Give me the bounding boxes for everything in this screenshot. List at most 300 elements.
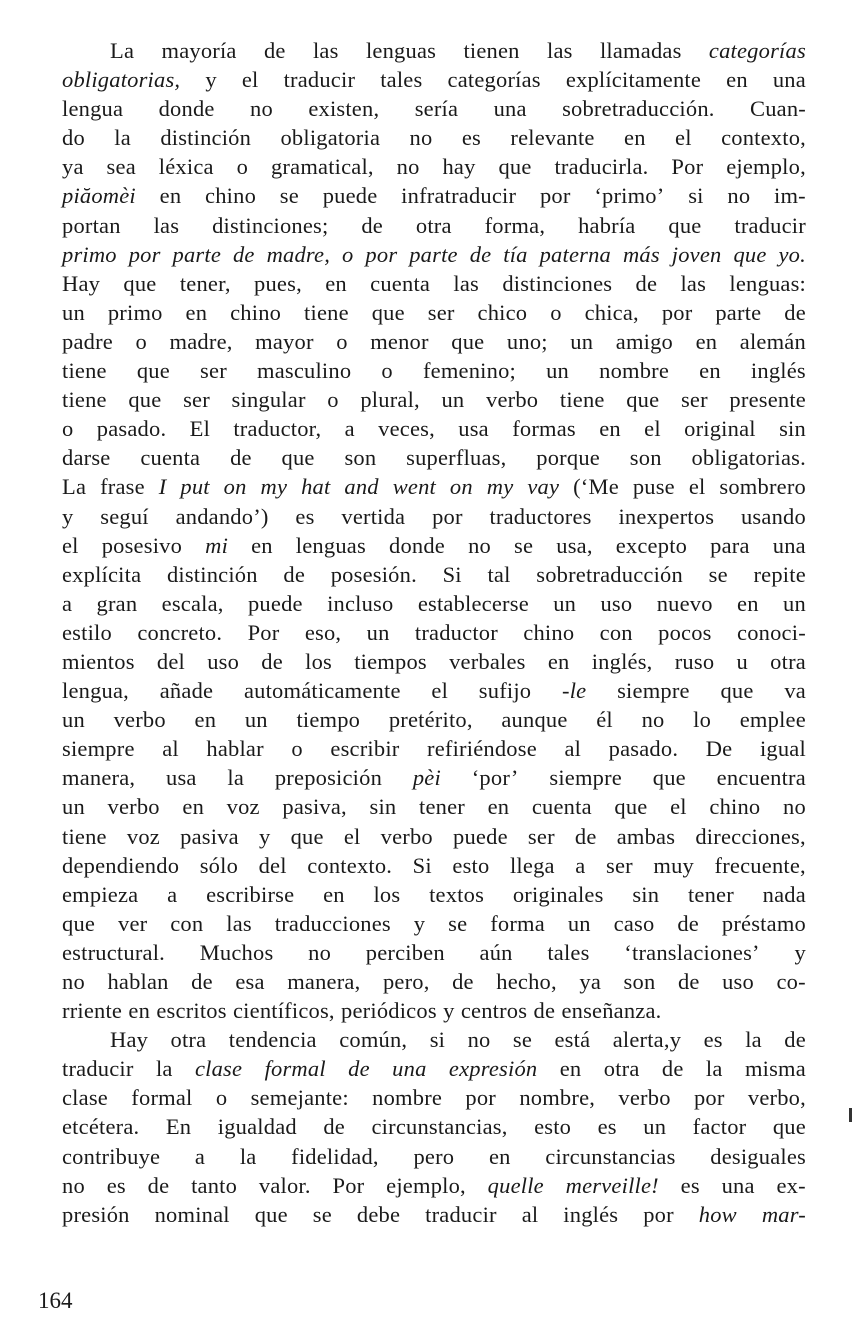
word: Por — [671, 154, 704, 180]
word: traducirla. — [554, 154, 649, 180]
word: alemán — [739, 328, 806, 354]
word: lengua, — [62, 678, 129, 704]
word: debe — [356, 1201, 401, 1227]
word: siempre — [549, 765, 622, 791]
text-line — [62, 763, 806, 792]
word: por — [643, 1201, 674, 1227]
word: ya — [579, 969, 602, 994]
word: ruso — [674, 648, 715, 674]
word: en — [128, 998, 151, 1024]
word: uno; — [506, 328, 548, 354]
word: lo — [693, 707, 712, 733]
text-line — [62, 909, 806, 938]
word: tienen — [463, 38, 520, 63]
word: un — [441, 387, 465, 413]
word: obligatorias. — [691, 445, 806, 471]
word: donde — [158, 96, 215, 122]
word: parte — [715, 299, 762, 325]
word: merveille! — [565, 1172, 659, 1198]
word: uso — [207, 648, 240, 674]
word: que — [136, 358, 170, 384]
word: my — [260, 474, 288, 500]
word: otra — [603, 1056, 640, 1082]
text-line — [62, 734, 806, 763]
text-line — [62, 967, 806, 996]
word: sería — [414, 96, 459, 122]
word: de — [677, 969, 700, 994]
word: yo. — [778, 241, 806, 267]
word: de — [361, 212, 383, 238]
word: en — [737, 590, 759, 616]
word: sea — [106, 154, 136, 180]
word: Si — [412, 852, 432, 878]
word: un — [567, 910, 591, 936]
word: posesión. — [330, 561, 417, 587]
word: un — [570, 328, 594, 354]
scan-edge-mark — [849, 1108, 852, 1122]
word: pocos — [658, 619, 712, 645]
word: andando’) — [175, 503, 269, 529]
word: no — [641, 707, 665, 733]
word: el — [644, 416, 661, 442]
word: es — [703, 1027, 723, 1053]
word: no — [727, 183, 751, 209]
word: de — [677, 910, 699, 936]
word: no — [308, 939, 332, 965]
word: pasado. — [608, 736, 679, 762]
word: distinción — [160, 125, 252, 151]
word: los — [373, 881, 401, 907]
word: de — [191, 969, 213, 994]
word: usa — [458, 416, 489, 442]
word: voz — [226, 794, 260, 820]
word: de — [263, 38, 286, 63]
word: tiene — [62, 823, 107, 849]
word: circunstancias — [545, 1143, 676, 1169]
text-line — [62, 502, 806, 531]
word: que — [733, 241, 767, 267]
word: tiene — [559, 387, 605, 413]
word: son — [344, 445, 377, 471]
word: estructural. — [62, 939, 165, 965]
word: se — [514, 532, 534, 558]
word: que — [614, 794, 648, 820]
word: una — [772, 532, 806, 558]
word: va — [784, 678, 806, 704]
word: el — [670, 794, 687, 820]
word: parte — [409, 241, 458, 267]
word: escribir — [330, 736, 400, 762]
text-line — [62, 705, 806, 734]
word: on — [449, 474, 473, 500]
word: ‘primo’ — [594, 183, 665, 209]
word: tía — [503, 241, 528, 267]
word: inexpertos — [618, 503, 715, 529]
word: la — [227, 765, 245, 791]
word: añade — [159, 678, 214, 704]
word: en — [559, 1056, 582, 1082]
word: donde — [389, 532, 445, 558]
text-line — [62, 1200, 806, 1229]
word: ‘translaciones’ — [624, 939, 760, 965]
word: porque — [536, 445, 600, 471]
text-line — [62, 822, 806, 851]
word: o — [215, 1085, 228, 1111]
word: circunstancias, — [371, 1114, 508, 1140]
word: para — [710, 532, 750, 558]
word: tal — [487, 561, 511, 587]
word: forma, — [484, 212, 546, 238]
word: de — [147, 1172, 170, 1198]
word: del — [156, 648, 185, 674]
text-line — [62, 676, 806, 705]
word: tiempos — [354, 648, 427, 674]
word: presión — [62, 1201, 130, 1227]
word: la — [745, 1027, 762, 1053]
word: de — [348, 1056, 370, 1082]
word: un — [783, 590, 806, 616]
word: distinción — [166, 561, 258, 587]
word: es — [106, 1172, 126, 1198]
word: traductores — [489, 503, 592, 529]
word: chino — [230, 299, 282, 325]
word: repite — [753, 561, 806, 587]
word: ya — [62, 154, 84, 180]
word: padre — [62, 328, 113, 354]
word: del — [258, 852, 287, 878]
word: que — [371, 299, 405, 325]
word: clase — [194, 1056, 243, 1082]
word: perciben — [365, 939, 445, 965]
word: de — [232, 241, 255, 267]
word: sufijo — [478, 678, 532, 704]
word: en — [323, 881, 345, 907]
word: en — [488, 1143, 511, 1169]
word: pèi — [412, 765, 441, 791]
word: manera, — [287, 969, 361, 994]
word: que — [254, 1201, 288, 1227]
word: nuevo — [656, 590, 713, 616]
word: de — [533, 998, 556, 1024]
word: mientos — [62, 648, 135, 674]
word: direcciones, — [695, 823, 806, 849]
word: tiene — [62, 358, 107, 384]
word: ver — [118, 910, 148, 936]
text-line — [62, 472, 806, 501]
word: y — [443, 998, 455, 1024]
word: ser — [427, 299, 455, 325]
word: quelle — [487, 1172, 544, 1198]
word: de — [635, 270, 658, 296]
word: I — [158, 474, 167, 500]
word: uso — [722, 969, 754, 994]
word: frecuente, — [714, 852, 806, 878]
word: de — [323, 1114, 345, 1140]
word: fidelidad, — [291, 1143, 379, 1169]
word: que — [626, 387, 660, 413]
word: nombre — [372, 1085, 443, 1111]
word: posesivo — [101, 532, 183, 558]
word: manera, — [62, 765, 136, 791]
word: piăomèi — [62, 183, 136, 209]
word: verbo — [107, 794, 160, 820]
word: nominal — [154, 1201, 230, 1227]
word: chica, — [584, 299, 639, 325]
word: valor. — [258, 1172, 311, 1198]
word: infratraducir — [401, 183, 517, 209]
word: singular — [231, 387, 306, 413]
word: vertida — [341, 503, 406, 529]
word: igualdad — [217, 1114, 297, 1140]
word: La — [62, 474, 87, 500]
word: ambas — [616, 823, 676, 849]
word: se — [312, 1201, 332, 1227]
text-line — [62, 996, 806, 1025]
word: que — [62, 910, 96, 936]
word: lengua — [62, 96, 124, 122]
word: a — [194, 1143, 206, 1169]
word: se — [512, 1027, 533, 1053]
word: en — [547, 648, 570, 674]
word: categorías — [708, 38, 806, 63]
word: Por — [332, 1172, 365, 1198]
text-line — [62, 531, 806, 560]
word: que — [668, 212, 702, 238]
word: nombre, — [519, 1085, 596, 1111]
word: chino — [205, 183, 257, 209]
word: hablan — [107, 969, 169, 994]
word: refiriéndose — [427, 736, 537, 762]
word: en — [726, 67, 748, 93]
text-line — [62, 1112, 806, 1141]
word: por — [661, 299, 693, 325]
word: verbo — [618, 1085, 671, 1111]
word: esa — [235, 969, 265, 994]
word: de — [283, 561, 306, 587]
word: femenino; — [422, 358, 516, 384]
word: lenguas — [365, 38, 437, 63]
word: en — [251, 532, 273, 558]
word: primo — [62, 241, 117, 267]
word: no — [409, 125, 433, 151]
word: aún — [479, 939, 513, 965]
text-line — [62, 589, 806, 618]
word: how — [698, 1201, 737, 1227]
word: menor — [370, 328, 429, 354]
word: en — [599, 416, 621, 442]
word: un — [244, 707, 268, 733]
word: sobretraducción — [536, 561, 683, 587]
word: inglés — [563, 1201, 619, 1227]
word: semejante: — [250, 1085, 349, 1111]
word: las — [153, 212, 180, 238]
word: enseñanza. — [561, 998, 662, 1024]
word: el — [241, 67, 259, 93]
text-line — [62, 123, 806, 152]
word: estilo — [62, 619, 112, 645]
word: originales — [512, 881, 604, 907]
word: nombre — [599, 358, 670, 384]
word: igual — [759, 736, 806, 762]
word: él — [596, 707, 613, 733]
word: existen, — [308, 96, 380, 122]
text-line — [62, 414, 806, 443]
word: traducir — [425, 1201, 497, 1227]
text-line — [62, 647, 806, 676]
word: ser — [606, 852, 633, 878]
word: las — [453, 270, 480, 296]
word: concreto. — [137, 619, 223, 645]
text-line — [62, 298, 806, 327]
word: escritos — [156, 998, 227, 1024]
word: ser — [680, 387, 708, 413]
word: otra — [770, 648, 806, 674]
word: masculino — [257, 358, 352, 384]
word: im- — [774, 183, 806, 209]
word: obligatoria — [280, 125, 381, 151]
word: do — [62, 125, 85, 151]
word: superfluas, — [406, 445, 507, 471]
word: dependiendo — [62, 852, 180, 878]
word: de — [469, 241, 492, 267]
word: el — [62, 532, 79, 558]
word: se — [708, 561, 728, 587]
word: parte — [172, 241, 222, 267]
text-line — [62, 1054, 806, 1083]
word: no — [62, 969, 85, 994]
word: pasado. — [96, 416, 167, 442]
word: las — [680, 270, 707, 296]
text-line — [62, 152, 806, 181]
word: léxica — [158, 154, 214, 180]
word: o — [342, 241, 354, 267]
word: o — [550, 299, 562, 325]
word: pues, — [254, 270, 302, 296]
word: de — [230, 445, 252, 471]
text-line — [62, 327, 806, 356]
word: con — [170, 910, 204, 936]
word: Muchos — [199, 939, 274, 965]
text-line — [62, 385, 806, 414]
body-text — [62, 36, 806, 1229]
word: hat — [301, 474, 331, 500]
word: cuenta — [370, 270, 431, 296]
word: ser — [183, 387, 210, 413]
word: Hay — [110, 1027, 149, 1053]
word: formas — [512, 416, 576, 442]
word: un — [553, 590, 577, 616]
word: la — [155, 1056, 173, 1082]
word: que — [281, 445, 315, 471]
word: la — [114, 125, 131, 151]
word: de — [784, 1027, 806, 1053]
word: y — [62, 503, 74, 529]
text-line — [62, 356, 806, 385]
word: común, — [339, 1027, 408, 1053]
word: un — [546, 358, 570, 384]
word: por — [465, 1085, 496, 1111]
word: en — [185, 299, 208, 325]
word: un — [62, 794, 85, 820]
word: de — [261, 648, 283, 674]
word: amigo — [615, 328, 674, 354]
word: encuentra — [716, 765, 806, 791]
word: contribuye — [62, 1143, 161, 1169]
text-line — [62, 1025, 806, 1054]
word: se — [448, 910, 468, 936]
word: madre, — [169, 328, 233, 354]
word: de — [784, 299, 806, 325]
word: llamadas — [599, 38, 682, 63]
text-line — [62, 269, 806, 298]
word: pero, — [382, 969, 430, 994]
word: si — [429, 1027, 446, 1053]
word: verbo — [486, 387, 539, 413]
word: los — [305, 648, 332, 674]
word: una — [392, 1056, 427, 1082]
word: inglés, — [591, 648, 653, 674]
word: tener, — [179, 270, 231, 296]
word: De — [705, 736, 733, 762]
word: tendencia — [228, 1027, 317, 1053]
word: en — [695, 328, 718, 354]
word: voz — [126, 823, 160, 849]
word: uso — [600, 590, 633, 616]
word: a — [62, 590, 73, 616]
word: está — [554, 1027, 591, 1053]
word: que — [720, 678, 754, 704]
word: la — [705, 1056, 723, 1082]
word: usa, — [556, 532, 593, 558]
word: traducir — [734, 212, 806, 238]
word: es — [680, 1172, 700, 1198]
text-line — [62, 1171, 806, 1200]
word: La — [110, 38, 135, 63]
word: el — [688, 474, 706, 500]
word: traducir — [283, 67, 356, 93]
word: en — [487, 794, 510, 820]
word: and — [344, 474, 379, 500]
word: por — [539, 183, 571, 209]
text-line — [62, 65, 806, 94]
word: más — [622, 241, 660, 267]
word: y — [258, 823, 271, 849]
word: traducir — [62, 1056, 134, 1082]
word: puse — [632, 474, 675, 500]
word: de — [452, 969, 474, 994]
text-line — [62, 560, 806, 589]
word: tanto — [191, 1172, 238, 1198]
word: es — [597, 1114, 617, 1140]
word: pasiva — [180, 823, 239, 849]
word: que — [498, 154, 532, 180]
word: veces, — [378, 416, 435, 442]
word: son — [623, 969, 656, 994]
word: si — [688, 183, 704, 209]
word: Si — [442, 561, 462, 587]
word: mi — [205, 532, 229, 558]
word: paterna — [539, 241, 611, 267]
word: formal — [264, 1056, 326, 1082]
word: una — [721, 1172, 755, 1198]
word: con — [599, 619, 633, 645]
word: tener — [687, 881, 734, 907]
word: co- — [776, 969, 806, 994]
word: ‘por’ — [471, 765, 519, 791]
word: verbales — [449, 648, 526, 674]
word: es — [461, 125, 481, 151]
word: una — [772, 67, 806, 93]
